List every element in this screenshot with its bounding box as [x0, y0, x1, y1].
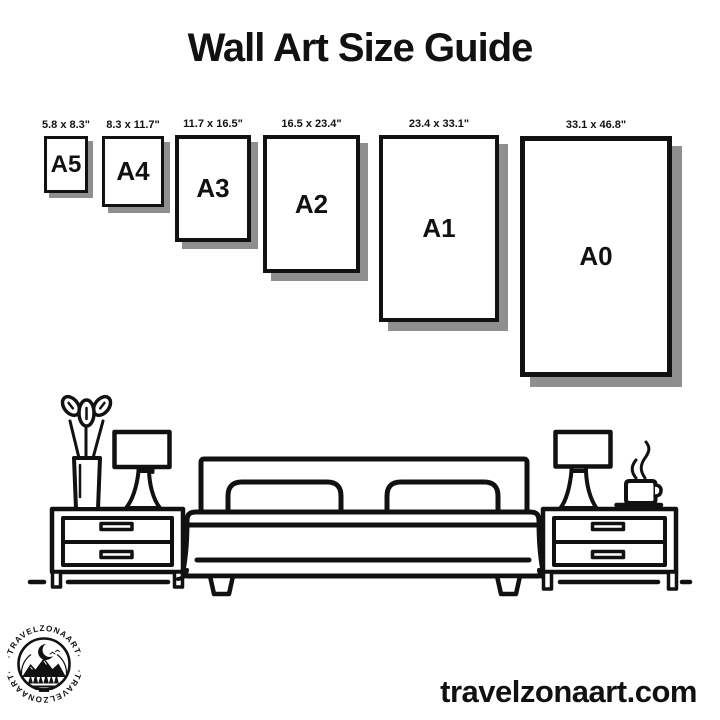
coffee-cup-icon: [617, 442, 662, 505]
bed-leg: [210, 576, 233, 594]
size-item-a4: [102, 119, 164, 207]
duvet: [183, 512, 543, 576]
paper-rect-a4: A4: [102, 136, 164, 207]
size-item-a3: [175, 118, 251, 242]
paper-rect-a1: A1: [379, 135, 499, 322]
nightstand-left: [52, 509, 183, 587]
size-item-a5: [41, 119, 91, 193]
steam: [641, 442, 649, 478]
lamp-right-icon: [556, 432, 611, 508]
paper-rect-a3: A3: [175, 135, 251, 242]
size-dimensions-label: 16.5 x 23.4": [281, 118, 342, 130]
lamp-left-icon: [115, 432, 170, 508]
vase: [74, 458, 100, 509]
bed-leg: [497, 576, 520, 594]
drawer-handle: [593, 552, 624, 558]
size-dimensions-label: 5.8 x 8.3": [41, 119, 91, 131]
paper-rect-a5: A5: [44, 136, 88, 193]
pillow-right: [387, 482, 498, 512]
size-dimensions-label: 23.4 x 33.1": [408, 118, 470, 130]
bedroom-illustration: [0, 375, 720, 605]
paper-rect-a2: A2: [263, 135, 360, 273]
logo-arc-text-top: ·TRAVELZONAART·: [4, 623, 84, 660]
size-item-a1: [379, 118, 499, 322]
size-item-a0: [520, 119, 672, 377]
size-dimensions-label: 11.7 x 16.5": [183, 118, 243, 130]
nightstand-right: [543, 509, 677, 589]
plant-icon: [59, 393, 114, 509]
page-title: Wall Art Size Guide: [187, 26, 533, 70]
paper-rect-a0: A0: [520, 136, 672, 377]
size-dimensions-label: 33.1 x 46.8": [565, 119, 627, 131]
logo-arc-text-bottom: ·TRAVELZONAART·: [4, 668, 84, 705]
size-item-a2: [263, 118, 360, 273]
website-text: travelzonaart.com: [440, 674, 697, 709]
brand-logo: [0, 620, 88, 708]
bed-icon: [178, 459, 548, 594]
drawer-handle: [593, 524, 624, 530]
pillow-left: [228, 482, 341, 512]
size-dimensions-label: 8.3 x 11.7": [106, 119, 160, 131]
steam: [632, 460, 636, 478]
drawer-handle: [101, 524, 132, 530]
drawer-handle: [101, 552, 132, 558]
